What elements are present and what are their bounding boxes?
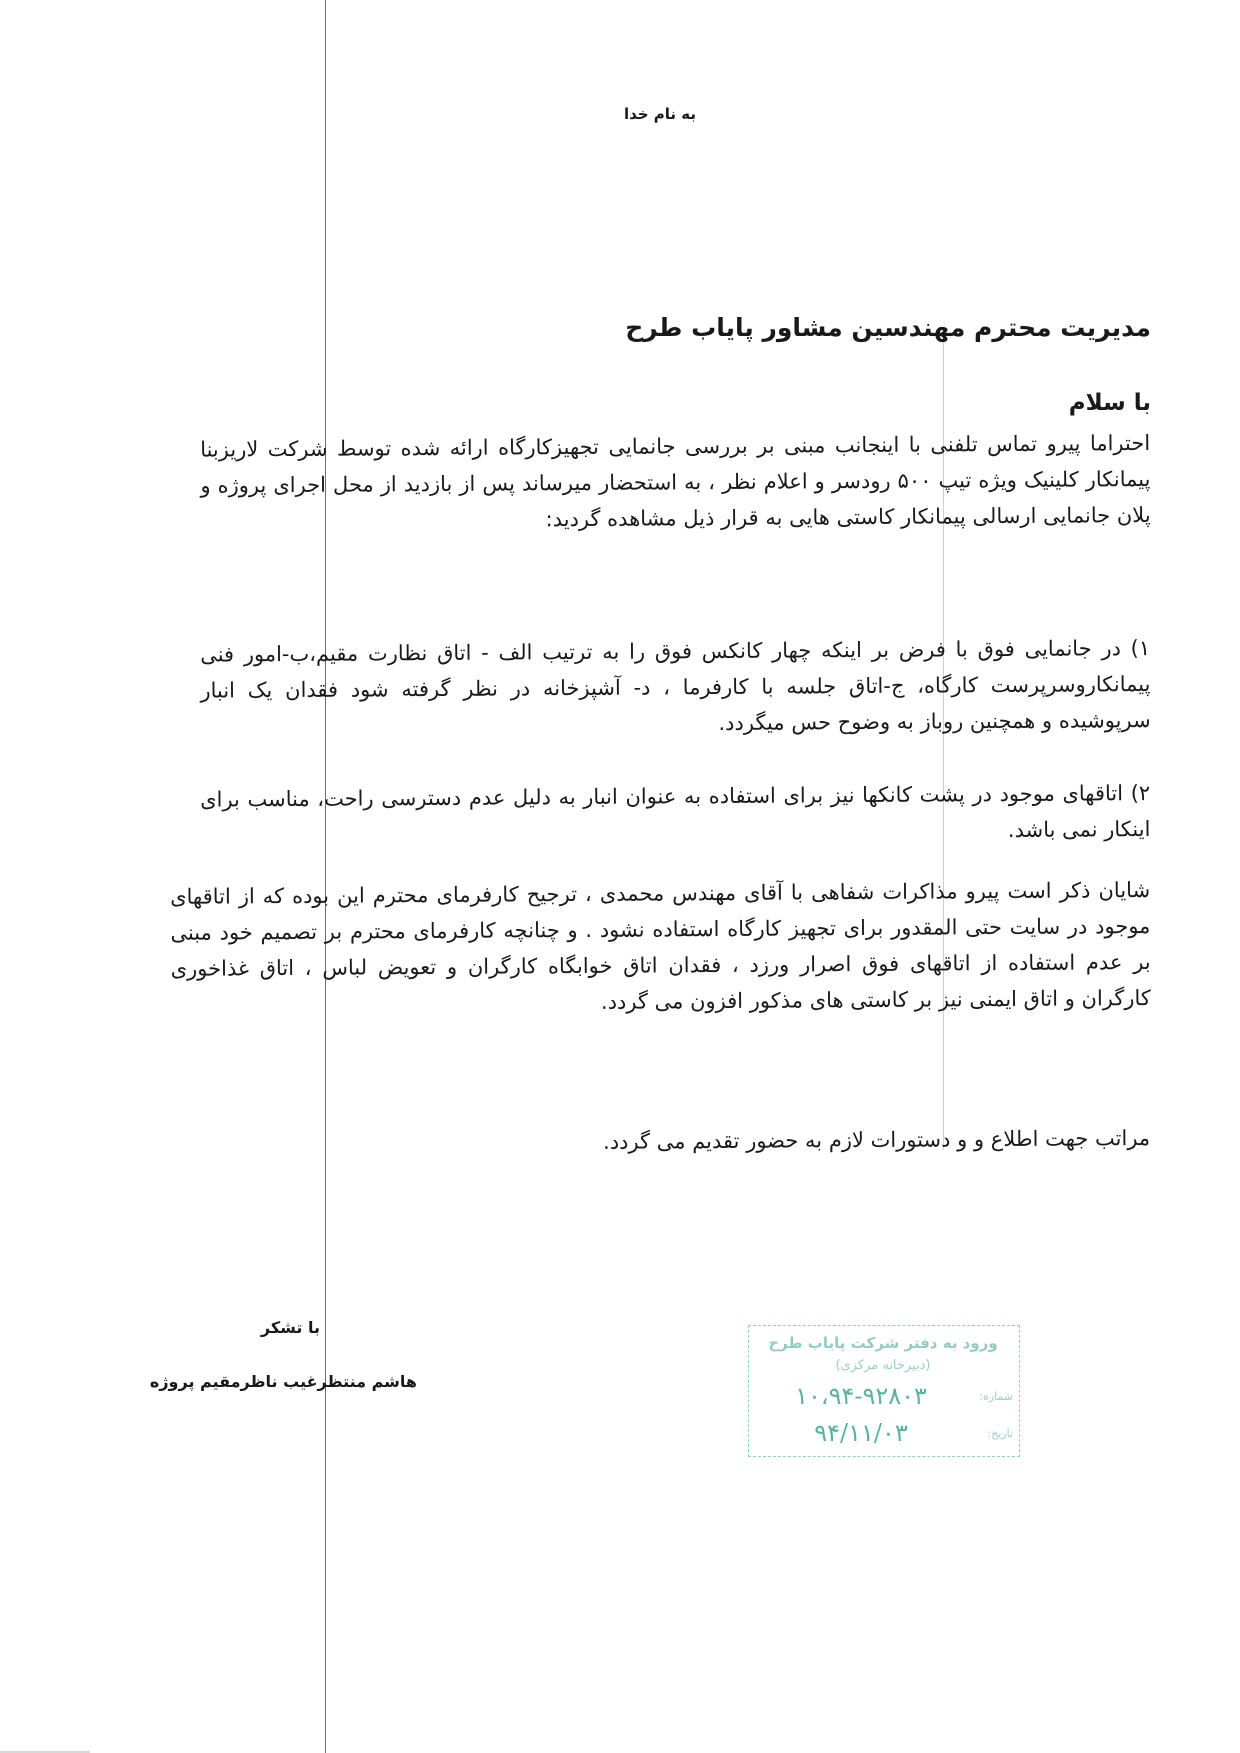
stamp-number-value: ۱۰،۹۴-۹۲۸۰۳	[795, 1382, 927, 1410]
stamp-title: ورود به دفتر شرکت پایاب طرح	[768, 1334, 998, 1352]
body-item-2: ۲) اتاقهای موجود در پشت کانکها نیز برای استفاده به عنوان انبار به دلیل عدم دسترسی راحت، مناسب برای اینکار نمی باشد.	[200, 780, 1151, 842]
body-paragraph-note: شایان ذکر است پیرو مذاکرات شفاهی با آقای مهندس محمدی ، ترجیح کارفرمای محترم این بوده که از اتاقهای موجود در سایت حتی المقدور برای تجهیز کارگاه استفاده نشود . و چنانچه کارفرمای محترم بر تصمیم خود مبنی بر عدم استفاده از اتاقهای فوق اصرار ورزد ، فقدان اتاق خوابگاه کارگران و تعویض لباس ، اتاق غذاخوری کارگران و اتاق ایمنی نیز بر کاستی های مذکور افزون می گردد.	[170, 877, 1151, 1014]
body-item-1: ۱) در جانمایی فوق با فرض بر اینکه چهار کانکس فوق را به ترتیب الف - اتاق نظارت مقیم،ب-امور فنی پیمانکاروسرپرست کارگاه، ج-اتاق جلسه با کارفرما ، د- آشپزخانه در نظر گرفته شود فقدان یک انبار سرپوشیده و همچنین روباز به وضوح حس میگردد.	[200, 635, 1151, 736]
greeting-line: با سلام	[1068, 390, 1151, 416]
stamp-number-row	[753, 1382, 1013, 1412]
recipient-line: مدیریت محترم مهندسین مشاور پایاب طرح	[625, 313, 1151, 342]
thanks-line: با تشکر	[260, 1318, 320, 1337]
stamp-date-value: ۹۴/۱۱/۰۳	[814, 1419, 908, 1447]
body-closing-line: مراتب جهت اطلاع و و دستورات لازم به حضور تقدیم می گردد.	[603, 1125, 1151, 1154]
stamp-date-row	[753, 1419, 1013, 1449]
receipt-stamp	[748, 1325, 1020, 1457]
body-paragraph-intro: احتراما پیرو تماس تلفنی با اینجانب مبنی بر بررسی جانمایی تجهیزکارگاه ارائه شده توسط شرکت لاریزبنا پیمانکار کلینیک ویژه تیپ ۵۰۰ رودسر و اعلام نظر ، به استحضار میرساند پس از بازدید از محل اجرای پروژه و پلان جانمایی ارسالی پیمانکار کاستی هایی به قرار ذیل مشاهده گردید:	[200, 430, 1151, 532]
stamp-number-label: شماره:	[979, 1390, 1013, 1403]
scan-artifact-line	[325, 0, 326, 1753]
stamp-date-label: تاریخ:	[987, 1427, 1013, 1440]
stamp-subtitle: (دبیرخانه مرکزی)	[835, 1358, 931, 1373]
signature-line: هاشم منتظرغیب ناظرمقیم پروژه	[149, 1372, 417, 1391]
bismillah-heading: به نام خدا	[623, 105, 697, 123]
